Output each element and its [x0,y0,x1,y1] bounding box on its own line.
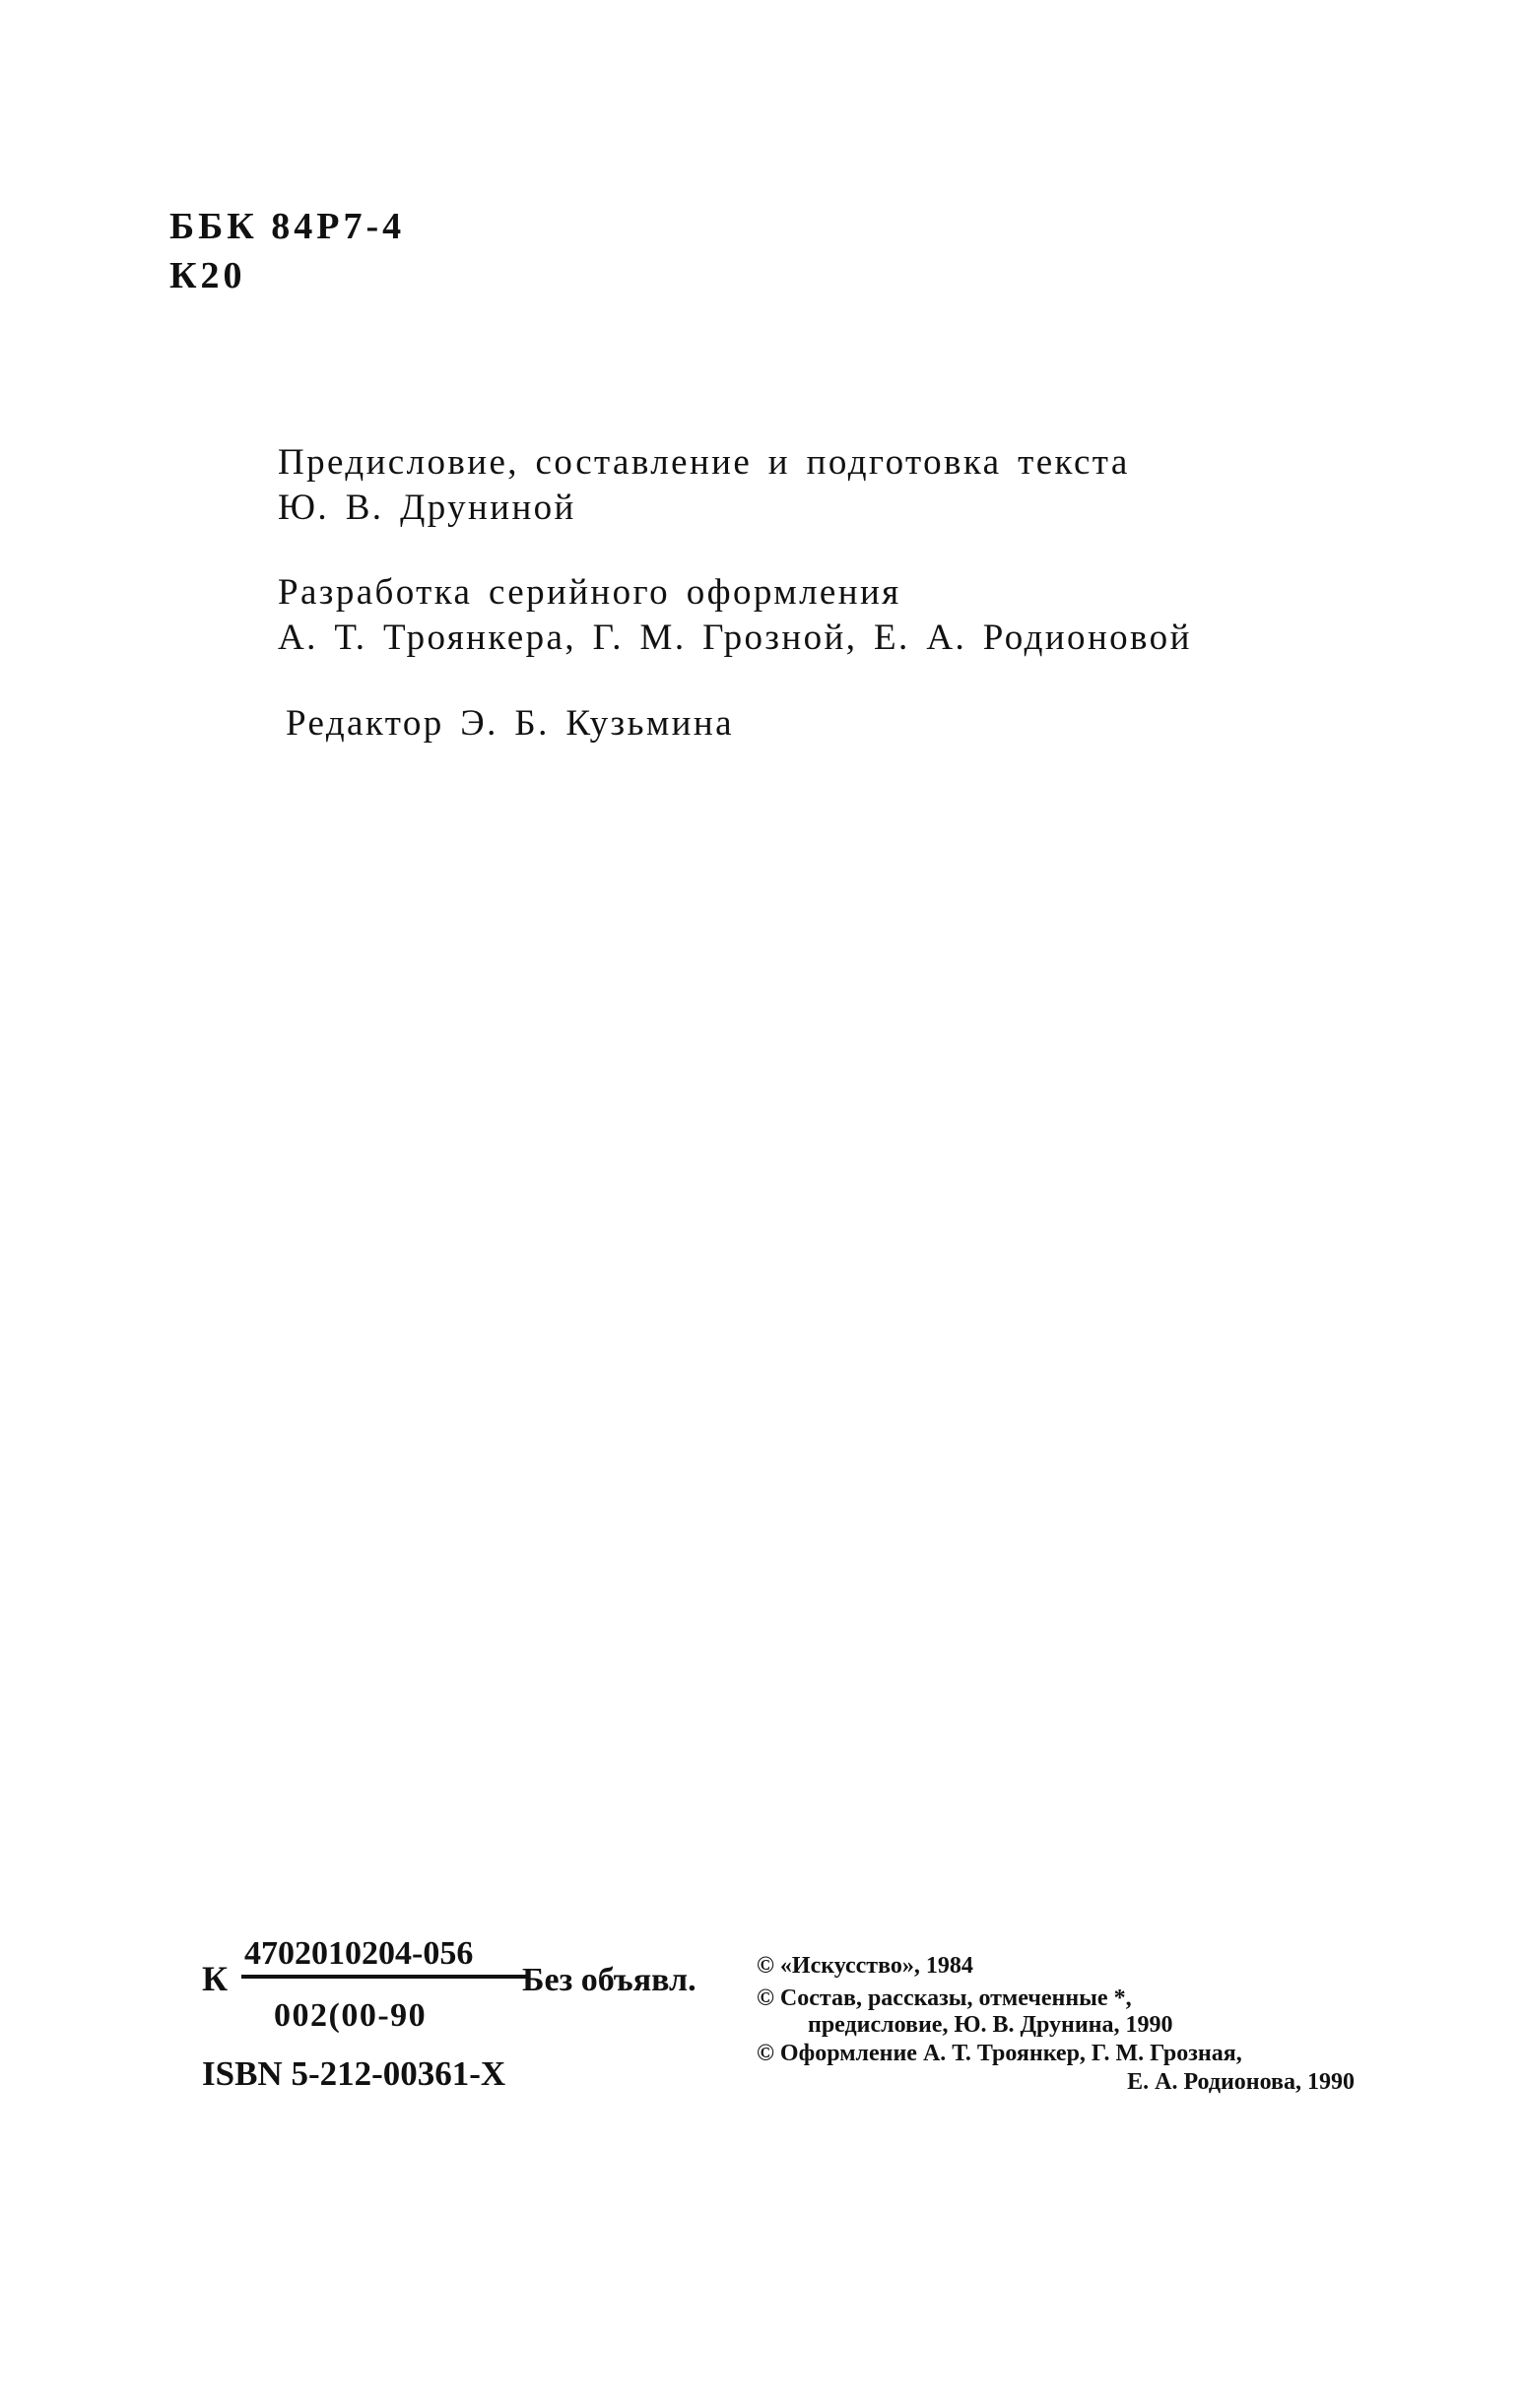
bbk-code: ББК 84Р7-4 [169,206,406,247]
catalog-denominator: 002(00-90 [274,1997,428,2034]
copyright-line-4: © Оформление А. Т. Троянкер, Г. М. Грозная, [757,2041,1242,2066]
copyright-line-5: Е. А. Родионова, 1990 [1127,2069,1355,2095]
design-credit-title: Разработка серийного оформления [278,572,901,613]
catalog-letter: К [202,1959,229,1998]
design-credit-names: А. Т. Троянкера, Г. М. Грозной, Е. А. Родионовой [278,618,1192,658]
copyright-line-2: © Состав, рассказы, отмеченные *, [757,1985,1132,2011]
author-mark: К20 [169,255,246,296]
catalog-numerator: 4702010204-056 [244,1935,474,1972]
editor-credit: Редактор Э. Б. Кузьмина [286,703,734,744]
copyright-line-1: © «Искусство», 1984 [757,1953,973,1979]
catalog-note: Без объявл. [522,1962,696,1998]
preface-credit-title: Предисловие, составление и подготовка текста [278,442,1130,483]
fraction-rule [241,1975,527,1979]
isbn: ISBN 5-212-00361-X [202,2054,506,2093]
preface-credit-name: Ю. В. Друниной [278,488,576,528]
copyright-line-3: предисловие, Ю. В. Друнина, 1990 [808,2012,1173,2038]
